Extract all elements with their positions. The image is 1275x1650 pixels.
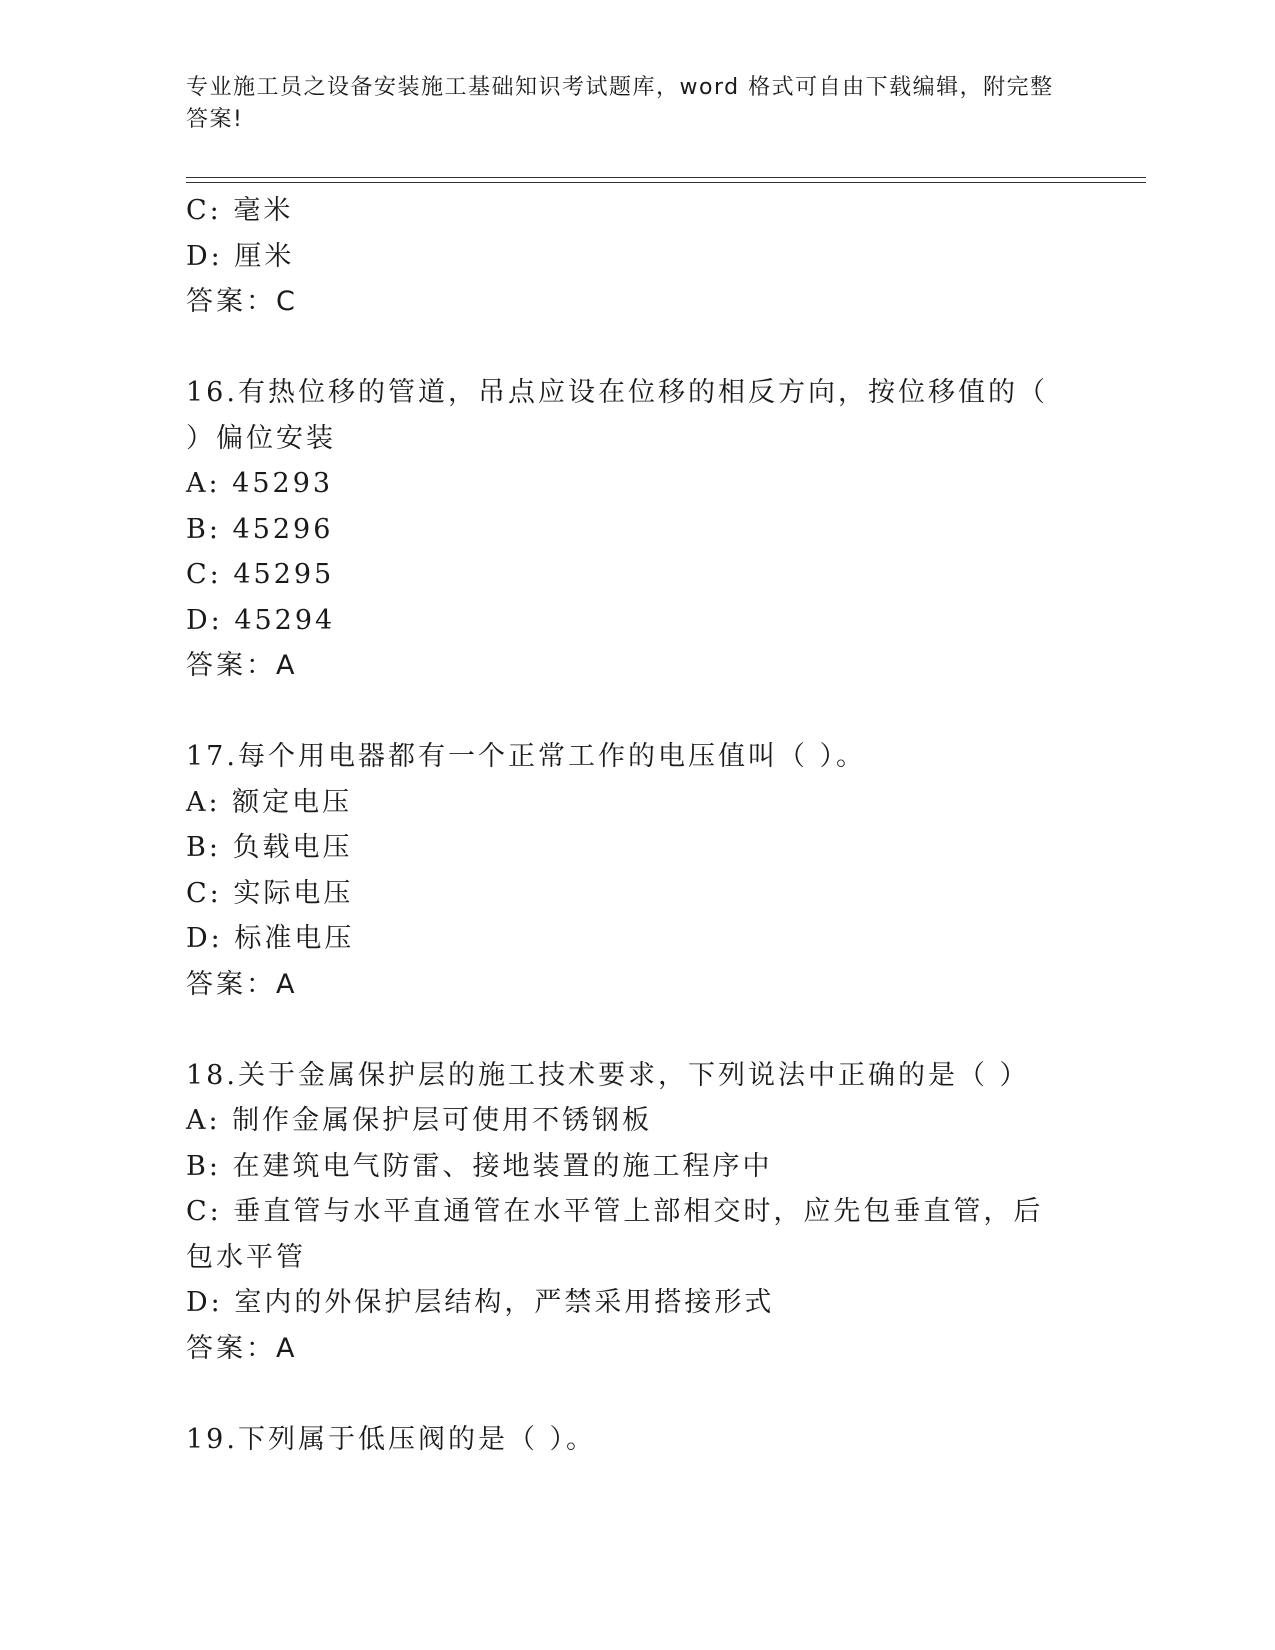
option-text: B: 在建筑电气防雷、接地装置的施工程序中 [186,1150,773,1182]
question-text: 19.下列属于低压阀的是（ ）。 [186,1423,597,1455]
question-text: 16.有热位移的管道，吊点应设在位移的相反方向，按位移值的（ ）偏位安装 [186,377,1048,454]
option-text: D: 室内的外保护层结构，严禁采用搭接形式 [186,1287,775,1318]
option-text: D: 45294 [186,604,336,636]
option-text: C: 毫米 [186,195,294,226]
section-spacer [186,1007,1066,1053]
option-text: A: 45293 [186,468,334,499]
option-text: D: 厘米 [186,240,295,272]
answer-text: 答案：A [186,650,298,681]
option-text: C: 垂直管与水平直通管在水平管上部相交时，应先包垂直管，后包水平管 [186,1196,1044,1273]
option-text: A: 制作金属保护层可使用不锈钢板 [186,1105,653,1136]
option-text: D: 标准电压 [186,923,355,954]
option-text: C: 45295 [186,559,335,590]
answer-text: 答案：C [186,286,298,317]
section-spacer [186,1371,1066,1417]
question-text: 17.每个用电器都有一个正常工作的电压值叫（ ）。 [186,741,867,772]
answer-text: 答案：A [186,968,298,1000]
question-text: 18.关于金属保护层的施工技术要求，下列说法中正确的是（ ） [186,1059,1030,1091]
document-header: 专业施工员之设备安装施工基础知识考试题库，word 格式可自由下载编辑，附完整答案! [186,75,1054,132]
option-text: C: 实际电压 [186,877,354,909]
section-spacer [186,325,1066,371]
header-divider-bottom [186,182,1146,183]
option-text: B: 45296 [186,513,334,545]
option-text: A: 额定电压 [186,786,353,818]
question-list [186,188,1066,1462]
answer-text: 答案：A [186,1332,298,1364]
header-divider-top [186,177,1146,178]
section-spacer [186,689,1066,735]
option-text: B: 负载电压 [186,832,353,863]
